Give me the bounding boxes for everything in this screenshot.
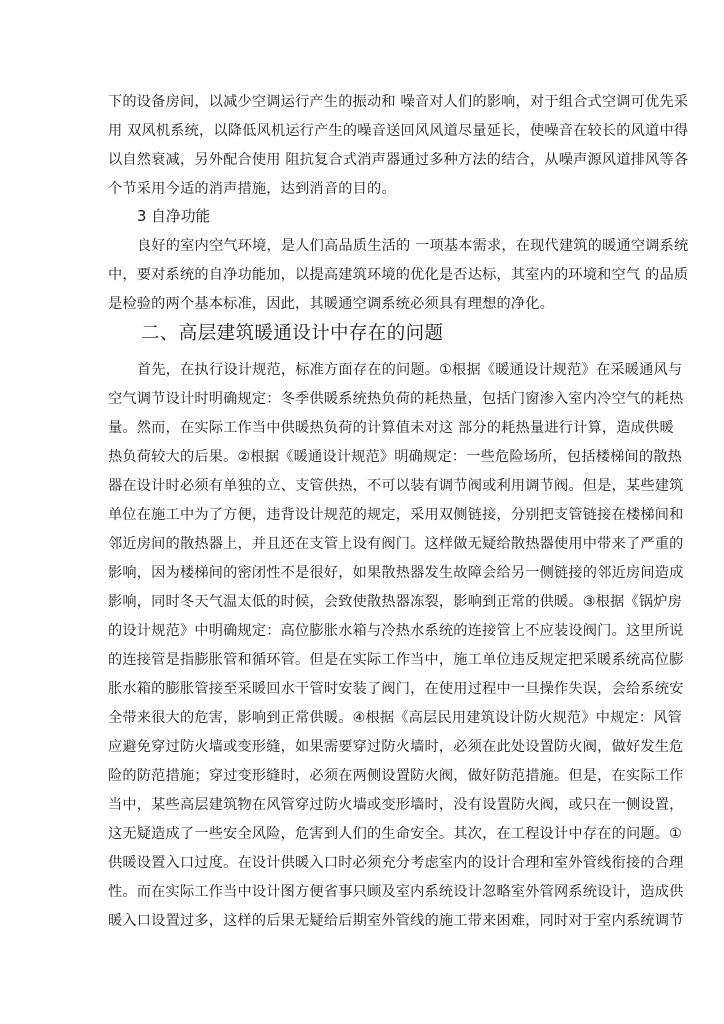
paragraph-line: 以自然衰减，另外配合使用 阻抗复合式消声器通过多种方法的结合，从噪声源风道排风等各 [108, 152, 689, 168]
paragraph-line: 个节采用今适的消声措施，达到消音的目的。 [108, 181, 396, 197]
section-heading: 二、高层建筑暖通设计中存在的问题 [141, 323, 444, 344]
paragraph-line: 是检验的两个基本标准，因此，其暖通空调系统必须具有理想的净化。 [108, 296, 555, 312]
paragraph-line: 的连接管是指膨胀管和循环管。但是在实际工作当中，施工单位违反规定把采暖系统高位膨 [108, 652, 684, 668]
paragraph-line: 下的设备房间，以减少空调运行产生的振动和 噪音对人们的影响，对于组合式空调可优先采 [108, 94, 689, 110]
paragraph-line: 量。然而，在实际工作当中供暖热负荷的计算值未对这 部分的耗热量进行计算，造成供暖 [108, 420, 674, 436]
paragraph-line: 的设计规范》中明确规定：高位膨胀水箱与冷热水系统的连接管上不应装设阀门。这里所说 [108, 623, 684, 639]
paragraph-line: 险的防范措施；穿过变形缝时，必须在两侧设置防火阀，做好防范措施。但是，在实际工作 [108, 768, 684, 784]
paragraph-line: 空气调节设计时明确规定：冬季供暖系统热负荷的耗热量，包括门窗渗入室内冷空气的耗热 [108, 391, 684, 407]
paragraph-line: 性。而在实际工作当中设计图方便省事只顾及室内系统设计忽略室外管网系统设计，造成供 [108, 884, 684, 900]
paragraph-line: 邻近房间的散热器上，并且还在支管上设有阀门。这样做无疑给散热器使用中带来了严重的 [108, 536, 684, 552]
paragraph-line: 良好的室内空气环境，是人们高品质生活的 一项基本需求，在现代建筑的暖通空调系统 [137, 238, 689, 254]
paragraph-line: 全带来很大的危害，影响到正常供暖。④根据《高层民用建筑设计防火规范》中规定：风管 [108, 710, 683, 726]
paragraph-line: 热负荷较大的后果。②根据《暖通设计规范》明确规定：一些危险场所，包括楼梯间的散热 [108, 449, 683, 465]
paragraph-line: 中，要对系统的自净功能加，以提高建筑环境的优化是否达标，其室内的环境和空气 的品质 [108, 267, 689, 283]
paragraph-line: 首先，在执行设计规范，标准方面存在的问题。①根据《暖通设计规范》在采暖通风与 [137, 362, 683, 378]
paragraph-line: 胀水箱的膨胀管接至采暖回水干管时安装了阀门，在使用过程中一旦操作失误，会给系统安 [108, 681, 684, 697]
paragraph-line: 用 双风机系统，以降低风机运行产生的噪音送回风风道尽量延长，使噪音在较长的风道中得 [108, 123, 689, 139]
paragraph-line: 单位在施工中为了方便，违背设计规范的规定，采用双侧链接，分别把支管链接在楼梯间和 [108, 507, 684, 523]
paragraph-line: 这无疑造成了一些安全风险，危害到人们的生命安全。其次，在工程设计中存在的问题。① [108, 826, 683, 842]
paragraph-line: 影响，因为楼梯间的密闭性不是很好，如果散热器发生故障会给另一侧链接的邻近房间造成 [108, 565, 684, 581]
paragraph-line: 应避免穿过防火墙或变形缝，如果需要穿过防火墙时，必须在此处设置防火阀，做好发生危 [108, 739, 684, 755]
paragraph-line: 当中，某些高层建筑物在风管穿过防火墙或变形墙时，没有设置防火阀，或只在一侧设置， [108, 797, 684, 813]
paragraph-line: 影响，同时冬天气温太低的时候，会致使散热器冻裂，影响到正常的供暖。③根据《锅炉房 [108, 594, 683, 610]
paragraph-line: 供暖设置入口过度。在设计供暖入口时必须充分考虑室内的设计合理和室外管线衔接的合理 [108, 855, 684, 871]
paragraph-line: 暖入口设置过多，这样的后果无疑给后期室外管线的施工带来困难，同时对于室内系统调节 [108, 913, 684, 929]
section-subheading: 3 自净功能 [137, 208, 211, 225]
paragraph-line: 器在设计时必须有单独的立、支管供热，不可以装有调节阀或利用调节阀。但是，某些建筑 [108, 478, 684, 494]
